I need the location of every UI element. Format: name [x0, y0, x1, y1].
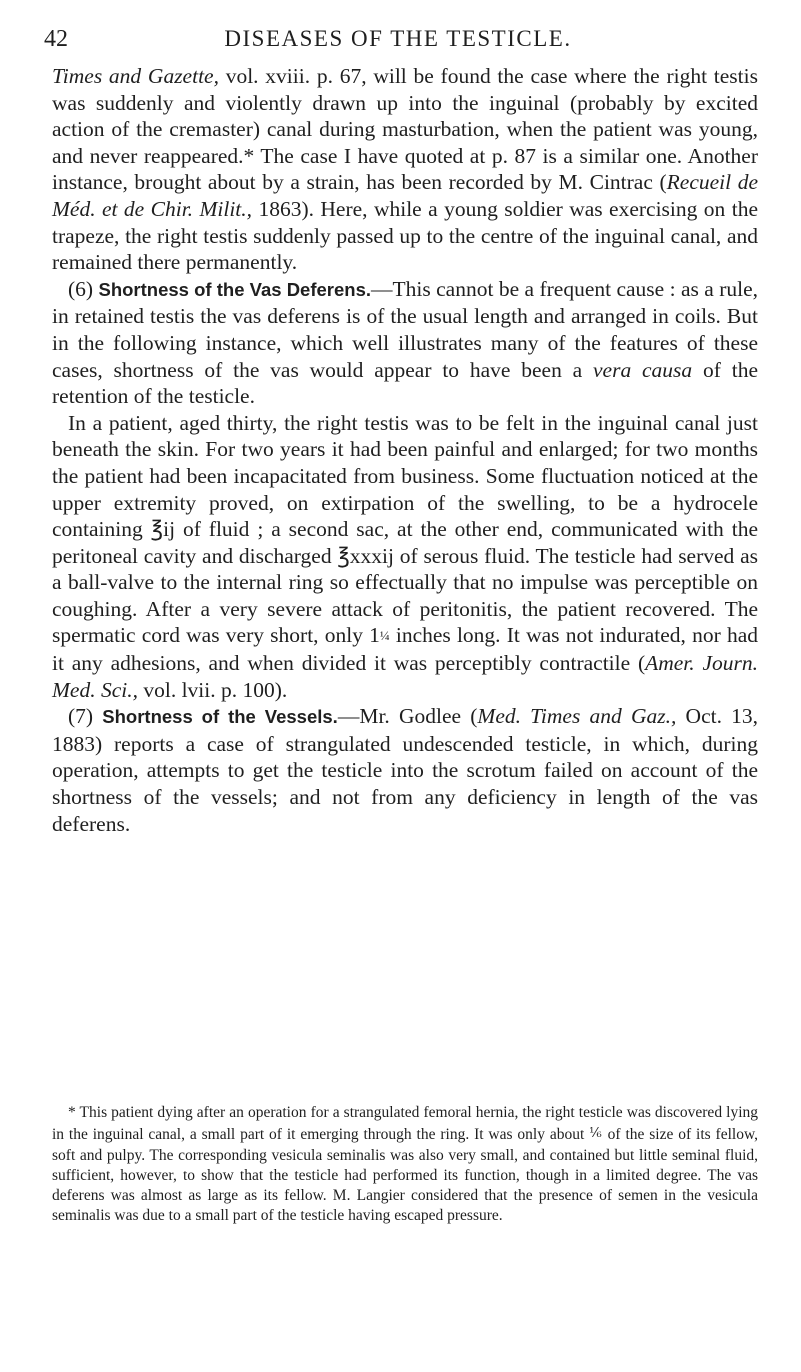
section-heading: Shortness of the Vas Deferens.	[98, 278, 372, 300]
running-title: DISEASES OF THE TESTICLE.	[224, 26, 572, 51]
section-heading: Shortness of the Vessels.	[102, 706, 338, 728]
page-number: 42	[44, 26, 68, 52]
paragraph-text: of the retention of the testicle.	[52, 357, 758, 409]
paragraph-text: inches long. It was not indurated, nor had it any adhesions, and when divided it was perceptibly contractile (	[52, 623, 759, 676]
footnote-marker: *	[68, 1104, 76, 1121]
paragraph-vas-deferens	[52, 276, 758, 410]
footnote	[52, 1103, 758, 1227]
citation: Amer. Journ. Med. Sci.,	[52, 651, 758, 702]
section-number: (7)	[68, 704, 94, 729]
footnote-text-part: This patient dying after an operation for a strangulated femoral hernia, the right testicle was discovered lying in the inguinal canal, a small part of it emerging through the ring. It was only about	[52, 1104, 758, 1144]
fraction: ⅙	[589, 1125, 603, 1141]
paragraph-text: Oct. 13, 1883) reports a case of strangulated undescended testicle, in which, during operation, attempts to get the testicle into the scrotum failed on account of the shortness of the vessels; and not from any deficiency in length of the vas deferens.	[52, 704, 759, 836]
paragraph-text: vol. xviii. p. 67, will be found the case where the right testis was suddenly and violently drawn up into the inguinal (probably by excited action of the cremaster) canal during masturbation, when the patient was young, and never reappeared.* The case I have quoted at p. 87 is a similar one. Another instance, brought about by a strain, has been recorded by M. Cintrac (	[52, 64, 758, 195]
page-header	[44, 26, 752, 62]
footnote-text-part: of the size of its fellow, soft and pulpy. The corresponding vesicula seminalis was also very small, and contained but little seminal fluid, sufficient, however, to show that the testicle had performed its function, though in a limited degree. The vas deferens was almost as large as its fellow. M. Langier considered that the presence of semen in the vesicula seminalis was due to a small part of the testicle having escaped pressure.	[52, 1126, 759, 1225]
paragraph-case-report	[52, 410, 758, 704]
section-number: (6)	[68, 276, 94, 301]
paragraph-text: vol. lvii. p. 100).	[137, 677, 288, 702]
body-text	[52, 63, 758, 837]
paragraph-text: 1863). Here, while a young soldier was exercising on the trapeze, the right testis suddenly passed up to the centre of the inguinal canal, and remained there permanently.	[52, 196, 758, 275]
citation: Med. Times and Gaz.,	[477, 704, 677, 729]
citation: Times and Gazette,	[52, 64, 219, 88]
footnote-text	[52, 1103, 758, 1227]
paragraph-continuation	[52, 63, 758, 276]
fraction: ¼	[379, 628, 390, 644]
paragraph-vessels	[52, 703, 758, 837]
citation: Recueil de Méd. et de Chir. Milit.,	[52, 170, 758, 221]
paragraph-text: In a patient, aged thirty, the right testis was to be felt in the inguinal canal just beneath the skin. For two years it had been painful and enlarged; for two months the patient had been incapacitated from business. Some fluctuation noticed at the upper extremity proved, on extirpation of the swelling, to be a hydrocele containing ℥ij of fluid ; a second sac, at the other end, communicated with the peritoneal cavity and discharged ℥xxxij of serous fluid. The testicle had served as a ball-valve to the internal ring so effectually that no impulse was perceptible on coughing. After a very severe attack of peritonitis, the patient recovered. The spermatic cord was very short, only 1	[52, 410, 758, 648]
latin-term: vera causa	[593, 357, 693, 382]
paragraph-text: —Mr. Godlee (	[337, 704, 478, 729]
paragraph-text: —This cannot be a frequent cause : as a rule, in retained testis the vas deferens is of the usual length and arranged in coils. But in the following instance, which well illustrates many of the features of these cases, shortness of the vas would appear to have been a	[52, 276, 759, 382]
